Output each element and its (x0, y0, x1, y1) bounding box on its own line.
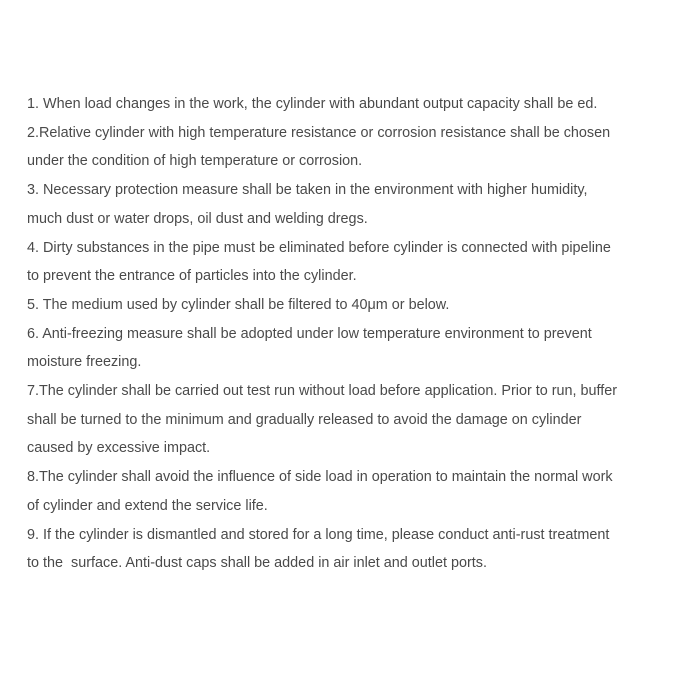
instruction-line: to the surface. Anti-dust caps shall be added in air inlet and outlet ports. (27, 555, 487, 572)
instruction-line: 3. Necessary protection measure shall be taken in the environment with higher humidity, (27, 182, 588, 199)
instruction-line: 7.The cylinder shall be carried out test run without load before application. Prior to run, buffer (27, 383, 618, 400)
instruction-line: 6. Anti-freezing measure shall be adopted under low temperature environment to prevent (27, 325, 592, 342)
instruction-item (27, 90, 677, 119)
instruction-line: caused by excessive impact. (27, 440, 211, 457)
instruction-line: of cylinder and extend the service life. (27, 497, 268, 514)
instruction-line: 4. Dirty substances in the pipe must be eliminated before cylinder is connected with pipeline (27, 239, 611, 256)
instruction-line: moisture freezing. (27, 354, 142, 371)
instruction-item (27, 176, 677, 233)
instruction-item (27, 320, 677, 377)
instruction-item (27, 234, 677, 291)
instruction-line: 2.Relative cylinder with high temperature resistance or corrosion resistance shall be chosen (27, 124, 611, 141)
instruction-line: to prevent the entrance of particles into the cylinder. (27, 268, 357, 285)
precautions-list (27, 90, 677, 578)
instruction-item (27, 377, 677, 463)
instruction-line: 5. The medium used by cylinder shall be filtered to 40μm or below. (27, 296, 450, 313)
instruction-line: 9. If the cylinder is dismantled and stored for a long time, please conduct anti-rust treatment (27, 526, 610, 543)
instruction-line: under the condition of high temperature or corrosion. (27, 153, 363, 170)
instruction-item (27, 521, 677, 578)
instruction-line: shall be turned to the minimum and gradually released to avoid the damage on cylinder (27, 411, 582, 428)
instruction-item (27, 463, 677, 520)
instruction-line: much dust or water drops, oil dust and welding dregs. (27, 210, 368, 227)
instruction-line: 8.The cylinder shall avoid the influence of side load in operation to maintain the normal work (27, 469, 613, 486)
instruction-item (27, 119, 677, 176)
instruction-line: 1. When load changes in the work, the cylinder with abundant output capacity shall be ed. (27, 96, 598, 112)
instruction-item (27, 291, 677, 320)
